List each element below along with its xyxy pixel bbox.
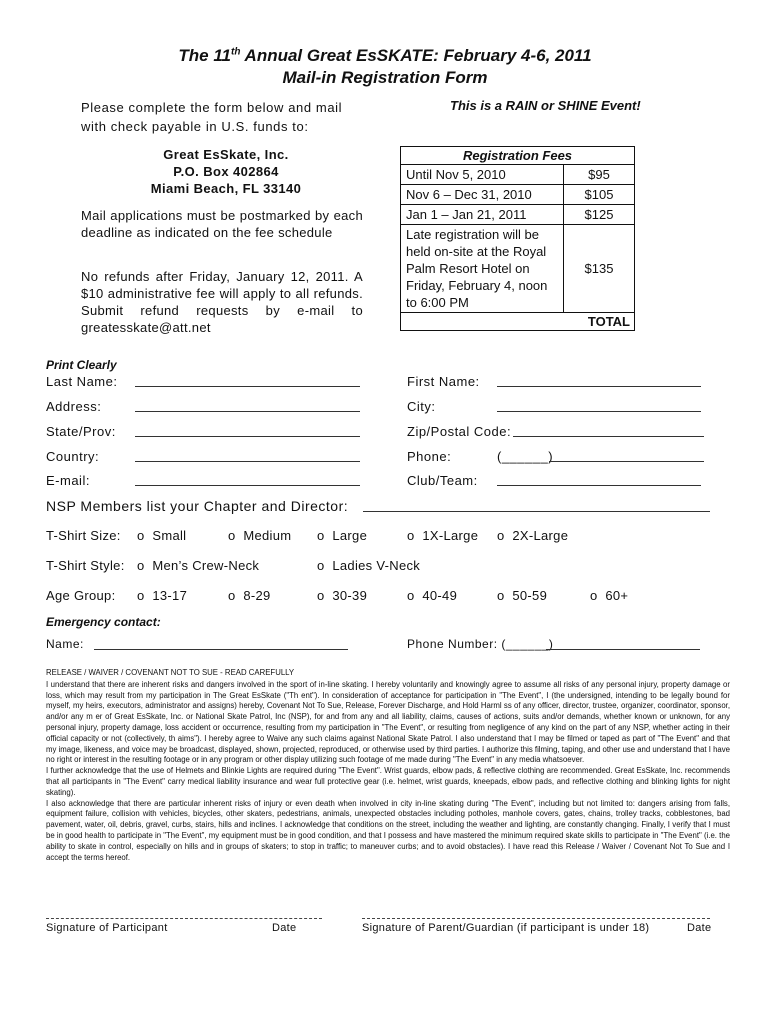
phone-label: Phone: <box>407 449 452 464</box>
option-label: 8-29 <box>243 588 271 603</box>
nsp-label: NSP Members list your Chapter and Director: <box>46 498 349 514</box>
email-field[interactable] <box>135 485 360 486</box>
tshirt-style-option-ladies[interactable] <box>317 558 420 573</box>
tshirt-size-option-2x[interactable] <box>497 528 568 543</box>
print-clearly-label: Print Clearly <box>46 358 117 372</box>
last-name-label: Last Name: <box>46 374 118 389</box>
form-title <box>0 46 770 66</box>
fee-row <box>401 185 635 205</box>
first-name-field[interactable] <box>497 386 701 387</box>
option-label: Ladies V-Neck <box>332 558 421 573</box>
checkbox-circle-icon: o <box>317 588 325 603</box>
age-group-option[interactable] <box>497 588 547 603</box>
registration-fees-table <box>400 146 635 331</box>
age-group-option[interactable] <box>228 588 271 603</box>
checkbox-circle-icon: o <box>137 558 145 573</box>
state-label: State/Prov: <box>46 424 116 439</box>
checkbox-circle-icon: o <box>497 528 505 543</box>
participant-signature-line[interactable] <box>46 918 322 919</box>
fees-total: TOTAL <box>401 313 635 331</box>
checkbox-circle-icon: o <box>317 528 325 543</box>
fee-label: Nov 6 – Dec 31, 2010 <box>401 185 564 205</box>
age-group-option[interactable] <box>317 588 367 603</box>
option-label: 1X-Large <box>422 528 479 543</box>
nsp-field[interactable] <box>363 511 710 512</box>
country-field[interactable] <box>135 461 360 462</box>
release-waiver-text <box>46 668 730 863</box>
participant-date-label: Date <box>272 922 297 934</box>
city-label: City: <box>407 399 436 414</box>
zip-field[interactable] <box>513 436 704 437</box>
checkbox-circle-icon: o <box>497 588 505 603</box>
tshirt-style-label: T-Shirt Style: <box>46 558 125 573</box>
fee-label: Late registration will be held on-site at the Royal Palm Resort Hotel on Friday, February 4, noon to 6:00 PM <box>401 225 564 313</box>
guardian-signature-line[interactable] <box>362 918 710 919</box>
postmark-note: Mail applications must be postmarked by each deadline as indicated on the fee schedule <box>81 208 363 240</box>
checkbox-circle-icon: o <box>137 528 145 543</box>
release-heading: RELEASE / WAIVER / COVENANT NOT TO SUE - READ CAREFULLY <box>46 668 295 677</box>
address-city: Miami Beach, FL 33140 <box>150 181 302 196</box>
mailing-address <box>81 146 371 197</box>
phone-field[interactable] <box>549 461 704 462</box>
option-label: Men’s Crew-Neck <box>152 558 260 573</box>
checkbox-circle-icon: o <box>228 588 236 603</box>
fee-amount: $135 <box>564 225 635 313</box>
participant-signature-label: Signature of Participant <box>46 922 168 934</box>
emergency-phone-label: Phone Number: (______) <box>407 637 554 651</box>
guardian-date-label: Date <box>687 922 712 934</box>
option-label: 30-39 <box>332 588 368 603</box>
email-label: E-mail: <box>46 473 90 488</box>
rain-notice: This is a RAIN or SHINE Event! <box>450 98 641 113</box>
club-field[interactable] <box>497 485 701 486</box>
guardian-signature-label: Signature of Parent/Guardian (if participant is under 18) <box>362 922 650 934</box>
fee-amount: $105 <box>564 185 635 205</box>
checkbox-circle-icon: o <box>137 588 145 603</box>
first-name-label: First Name: <box>407 374 480 389</box>
title-text-rest: Annual Great EsSKATE: February 4-6, 2011 <box>240 46 592 65</box>
state-field[interactable] <box>135 436 360 437</box>
option-label: 2X-Large <box>512 528 569 543</box>
option-label: 60+ <box>605 588 629 603</box>
fees-title: Registration Fees <box>401 147 635 165</box>
checkbox-circle-icon: o <box>590 588 598 603</box>
title-superscript: th <box>231 46 241 58</box>
checkbox-circle-icon: o <box>407 588 415 603</box>
checkbox-circle-icon: o <box>407 528 415 543</box>
city-field[interactable] <box>497 411 701 412</box>
age-group-option[interactable] <box>407 588 457 603</box>
address-po-box: P.O. Box 402864 <box>173 164 279 179</box>
fee-label: Until Nov 5, 2010 <box>401 165 564 185</box>
age-group-option[interactable] <box>137 588 187 603</box>
tshirt-size-label: T-Shirt Size: <box>46 528 121 543</box>
option-label: Medium <box>243 528 292 543</box>
phone-area-code[interactable]: (______) <box>497 449 554 464</box>
emergency-name-field[interactable] <box>94 649 348 650</box>
age-group-option[interactable] <box>590 588 628 603</box>
tshirt-size-option-large[interactable] <box>317 528 367 543</box>
tshirt-size-option-small[interactable] <box>137 528 186 543</box>
tshirt-size-option-1x[interactable] <box>407 528 478 543</box>
zip-label: Zip/Postal Code: <box>407 424 512 439</box>
emergency-contact-heading: Emergency contact: <box>46 615 161 629</box>
emergency-phone-field[interactable] <box>546 649 700 650</box>
last-name-field[interactable] <box>135 386 360 387</box>
checkbox-circle-icon: o <box>317 558 325 573</box>
fee-row <box>401 225 635 313</box>
country-label: Country: <box>46 449 100 464</box>
option-label: Small <box>152 528 187 543</box>
release-paragraph: I understand that there are inherent risks and dangers involved in the sport of in-line skating. I hereby voluntarily and knowingly agree to assume all risks of any personal injury, property damage or loss, which may result from my participation in The Great EsSkate ("Th ent"). In consideration of acceptance for participation in "The Event", I (the undersigned, intending to be legally bound for myself, my heirs, executors, administrator and assigns) hereby, Covenant Not To Sue, Release, Forever Discharge, and Hold Harml ss of any officer, director, trustee, organizer, coordinator, sponsor, and/or any m er of Great EsSkate, Inc. or National Skate Patrol, Inc (NSP), for and from any and all liability, claims, causes of actions, suits and/or demands, whether known or unknown, for any personal injury, property damage, loss accident or occurrence, resulting from my participation in "The Event", or resulting from negligence of any kind on the part of any NSP, whether acting in their official capacity or not (collectively, th aims"). I hereby agree to Waive any such claims against National Skate Patrol. I also understand that I may be filmed or taped as part of "The Event" and that my image, likeness, and voice may be broadcast, displayed, shown, projected, reproduced, or otherwise used by third parties. I authorize this filming, taping, and other use and understand that I have no right or interest in the resulting footage or in any program or other display utilizing such footage of me made during "The Event" in any media whatsoever. <box>46 679 730 765</box>
address-name: Great EsSkate, Inc. <box>163 147 289 162</box>
option-label: 40-49 <box>422 588 458 603</box>
address-field[interactable] <box>135 411 360 412</box>
release-paragraph: I also acknowledge that there are particular inherent risks of injury or even death when involved in city in-line skating during "The Event", including but not limited to: dangers arising from falls, equipment failure, collision with vehicles, bicycles, other skaters, pedestrians, animals, unexpected obstacles including potholes, manhole covers, gates, chains, trolley tracks, cobblestones, bad pavement, water, oil, debris, gravel, curbs, stairs, hills and inclines. I acknowledge that conditions on the street, including the weather and lighting, are constantly changing. Finally, I verify that I must be in good health to participate in "The Event", my equipment must be in good condition, and that I possess and have mastered the minimum required skate skills to participate in "The Event" (i.e. the ability to skate in control, especially on hills and in groups of skaters; to stop in traffic; to maneuver curbs; and to avoid obstacles). I have read this Release / Waiver / Covenant Not To Sue and I accept the terms hereof. <box>46 798 730 862</box>
release-paragraph: I further acknowledge that the use of Helmets and Blinkie Lights are required during "The Event". Wrist guards, elbow pads, & reflective clothing are recommended. Great EsSkate, Inc. recommends that all participants in "The Event" carry medical liability insurance and wear full protective gear (i.e. helmet, wrist guards, kneepads, elbow pads, and reflective clothing and blinking lights for night skating). <box>46 766 730 797</box>
option-label: Large <box>332 528 368 543</box>
fee-label: Jan 1 – Jan 21, 2011 <box>401 205 564 225</box>
option-label: 13-17 <box>152 588 188 603</box>
tshirt-size-option-medium[interactable] <box>228 528 291 543</box>
title-text: The 11 <box>178 46 231 65</box>
refund-note: No refunds after Friday, January 12, 2011. A $10 administrative fee will apply to all refunds. Submit refund requests by e-mail to greatesskate@att.net <box>81 269 363 335</box>
option-label: 50-59 <box>512 588 548 603</box>
fee-row <box>401 205 635 225</box>
intro-text: Please complete the form below and mail with check payable in U.S. funds to: <box>81 100 343 134</box>
checkbox-circle-icon: o <box>228 528 236 543</box>
form-subtitle: Mail-in Registration Form <box>282 68 488 87</box>
fee-amount: $95 <box>564 165 635 185</box>
club-label: Club/Team: <box>407 473 478 488</box>
tshirt-style-option-mens[interactable] <box>137 558 259 573</box>
fee-row <box>401 165 635 185</box>
emergency-name-label: Name: <box>46 637 84 651</box>
age-group-label: Age Group: <box>46 588 116 603</box>
fee-amount: $125 <box>564 205 635 225</box>
address-label: Address: <box>46 399 102 414</box>
